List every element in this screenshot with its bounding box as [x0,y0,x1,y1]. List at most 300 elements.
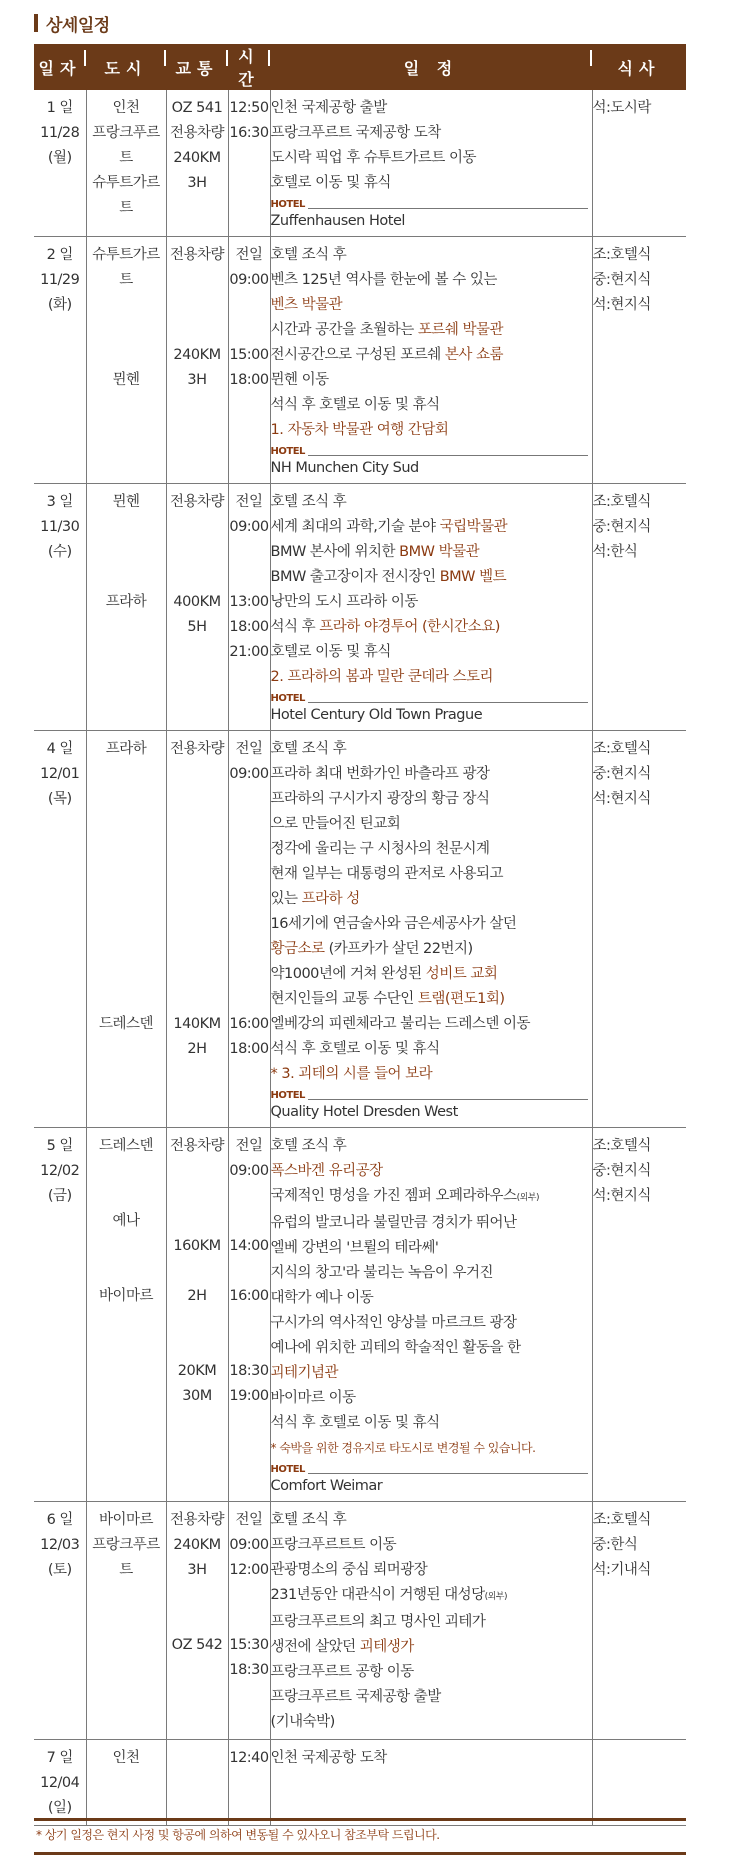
transport [167,937,228,962]
schedule-line [271,1062,592,1087]
hotel-label-text: HOTEL [270,693,305,704]
time [229,912,270,937]
city [87,343,166,368]
transport [167,1159,228,1184]
transport-cell [166,90,228,237]
schedule-text: 인천 국제공항 출발 [270,100,387,116]
schedule-text: 구시가의 역사적인 양상블 마르크트 광장 [270,1315,517,1331]
schedule-body [34,90,686,1826]
time: 19:00 [229,1388,269,1404]
city: 인천 [112,1750,140,1766]
title-marker [34,14,38,32]
schedule-highlight: 괴테생가 [359,1639,414,1655]
schedule-highlight: BMW 벨트 [439,569,507,585]
schedule-cell [270,1128,592,1502]
time: 18:00 [229,1041,269,1057]
schedule-highlight: BMW 박물관 [399,544,480,560]
time [229,293,270,318]
transport: 전용차량 [169,247,225,263]
transport: 전용차량 [169,741,225,757]
city [87,937,166,962]
hotel-label [271,1089,592,1103]
schedule-line [271,1710,592,1735]
transport: 2H [187,1288,207,1304]
schedule-line [271,343,592,368]
transport-cell [166,1740,228,1826]
day-row [34,237,686,484]
time: 09:00 [229,519,269,535]
schedule-text: 프라하의 구시가지 광장의 황금 장식 [270,791,490,807]
time [229,1209,270,1234]
transport [167,293,228,318]
time: 12:50 [229,100,269,116]
time-cell [228,1740,270,1826]
city [87,762,166,787]
schedule-line [271,1411,592,1436]
city [87,837,166,862]
transport: 2H [187,1041,207,1057]
time: 15:00 [229,347,269,363]
transport: OZ 541 [171,100,223,116]
day-cell [34,731,86,1128]
transport: 240KM [173,150,221,166]
schedule-notice: * 숙박을 위한 경유지로 타도시로 변경될 수 있습니다. [270,1441,536,1455]
city: 바이마르 [98,1288,154,1304]
schedule-text: 프랑크푸르트 국제공항 출발 [270,1689,441,1705]
section-title [34,10,110,36]
schedule-line [271,540,592,565]
transport: 전용차량 [169,1512,225,1528]
transport: 140KM [173,1016,221,1032]
day-weekday: (월) [47,150,72,166]
schedule-line [271,1558,592,1583]
hotel-name: NH Munchen City Sud [270,460,419,476]
schedule-text: 호텔 조식 후 [270,247,347,263]
day-weekday: (금) [47,1188,72,1204]
schedule-text: 호텔 조식 후 [270,741,347,757]
city-cell [86,90,166,237]
city: 슈투트가르트 [92,175,160,216]
schedule-text: 엘베강의 피렌체라고 불리는 드레스덴 이동 [270,1016,531,1032]
day-number: 2 일 [46,247,73,263]
city-cell [86,237,166,484]
hotel-label-text: HOTEL [270,1464,305,1475]
time: 13:00 [229,594,269,610]
time: 18:30 [229,1363,269,1379]
schedule-text: 호텔로 이동 및 휴식 [270,175,391,191]
city-cell [86,731,166,1128]
time: 16:00 [229,1016,269,1032]
hotel-label [271,692,592,706]
time [229,987,270,1012]
schedule-text: 정각에 울리는 구 시청사의 천문시계 [270,841,490,857]
schedule-text: 호텔 조식 후 [270,494,347,510]
schedule-highlight: 프라하 성 [301,891,360,907]
hotel-label-text: HOTEL [270,446,305,457]
hotel-name: Hotel Century Old Town Prague [270,707,483,723]
time: 14:00 [229,1238,269,1254]
transport [167,887,228,912]
schedule-table [34,44,686,1826]
schedule-text: 현재 일부는 대통령의 관저로 사용되고 [270,866,504,882]
header-meal: 식사 [592,44,686,90]
schedule-line [271,1037,592,1062]
meal-cell [592,237,686,484]
city [87,1184,166,1209]
city-cell [86,1740,166,1826]
meal: 석:현지식 [592,297,651,313]
hotel-rule [308,208,588,209]
schedule-line [271,665,592,690]
city [87,912,166,937]
meal: 석:현지식 [592,1188,651,1204]
city: 드레스덴 [98,1016,154,1032]
schedule-highlight: 성비트 교회 [425,966,498,982]
schedule-text: 전시공간으로 구성된 포르쉐 [270,347,445,363]
city: 드레스덴 [98,1138,154,1154]
schedule-line [271,515,592,540]
schedule-highlight: 2. 프라하의 봄과 밀란 쿤데라 스토리 [270,669,493,685]
schedule-cell [270,1740,592,1826]
time: 09:00 [229,1537,269,1553]
city [87,1234,166,1259]
transport [167,862,228,887]
schedule-text: BMW 본사에 위치한 [270,544,400,560]
schedule-line [271,1746,592,1771]
city: 인천 [112,100,140,116]
city [87,1159,166,1184]
time: 15:30 [229,1637,269,1653]
time [229,565,270,590]
header-schedule: 일 정 [270,44,592,90]
time: 16:30 [229,125,269,141]
schedule-line [271,1012,592,1037]
meal-cell [592,731,686,1128]
transport [167,1309,228,1334]
schedule-text: 호텔 조식 후 [270,1138,347,1154]
page-title: 상세일정 [46,15,110,36]
transport [167,787,228,812]
city: 프라하 [105,594,147,610]
footer-rule-bottom [34,1852,686,1855]
schedule-line [271,837,592,862]
hotel-name: Comfort Weimar [270,1478,383,1494]
day-weekday: (목) [47,791,72,807]
city [87,540,166,565]
time: 전일 [235,494,263,510]
transport [167,540,228,565]
time [229,937,270,962]
schedule-text: 국제적인 명성을 가진 젬퍼 오페라하우스 [270,1188,517,1204]
meal: 조:호텔식 [592,494,651,510]
day-date: 12/04 [40,1775,80,1791]
hotel-rule [308,1473,588,1474]
day-number: 3 일 [46,494,73,510]
meal-cell [592,1502,686,1740]
schedule-text: 약1000년에 거쳐 완성된 [270,966,426,982]
transport: OZ 542 [171,1637,223,1653]
transport [167,812,228,837]
schedule-text: (외부) [484,1592,508,1602]
day-weekday: (일) [47,1800,72,1816]
schedule-line [271,1508,592,1533]
transport-cell [166,484,228,731]
schedule-line [271,590,592,615]
schedule-line [271,1159,592,1184]
city [87,862,166,887]
schedule-text: 대학가 예나 이동 [270,1290,374,1306]
transport [167,318,228,343]
meal: 중:현지식 [592,766,651,782]
time: 전일 [235,741,263,757]
day-number: 6 일 [46,1512,73,1528]
day-number: 1 일 [46,100,73,116]
meal: 석:도시락 [592,100,651,116]
schedule-text: 프랑크푸르트 국제공항 도착 [270,125,441,141]
schedule-line [271,1583,592,1610]
schedule-cell [270,1502,592,1740]
day-row [34,1128,686,1502]
schedule-highlight: 트램(편도1회) [417,991,505,1007]
schedule-line [271,1261,592,1286]
schedule-text: 호텔 조식 후 [270,1512,347,1528]
schedule-highlight: 벤츠 박물관 [270,297,343,313]
time [229,1334,270,1359]
schedule-cell [270,484,592,731]
city [87,987,166,1012]
hotel-label-text: HOTEL [270,199,305,210]
schedule-line [271,887,592,912]
schedule-line [271,393,592,418]
header-city: 도시 [86,44,166,90]
transport: 전용차량 [169,494,225,510]
time-cell [228,1502,270,1740]
hotel-rule [308,1099,588,1100]
schedule-line [271,146,592,171]
day-cell [34,1502,86,1740]
hotel-label [271,1463,592,1477]
transport: 20KM [177,1363,217,1379]
day-number: 5 일 [46,1138,73,1154]
transport-cell [166,1128,228,1502]
schedule-text: 호텔로 이동 및 휴식 [270,644,391,660]
schedule-line [271,862,592,887]
schedule-text: 석식 후 호텔로 이동 및 휴식 [270,1041,440,1057]
table-header-row [34,44,686,90]
schedule-line [271,615,592,640]
schedule-text: (카프카가 살던 22번지) [324,941,473,957]
day-cell [34,237,86,484]
time: 18:30 [229,1662,269,1678]
time: 21:00 [229,644,269,660]
schedule-line [271,812,592,837]
schedule-line [271,490,592,515]
transport: 3H [187,372,207,388]
schedule-line [271,1236,592,1261]
schedule-text: 석식 후 [270,619,320,635]
footnote: * 상기 일정은 현지 사정 및 항공에 의하여 변동될 수 있사오니 참조부탁 드립니다. [36,1828,440,1842]
meal-cell [592,1740,686,1826]
hotel-label-text: HOTEL [270,1090,305,1101]
time [229,812,270,837]
schedule-highlight: 국립박물관 [439,519,508,535]
city [87,887,166,912]
city [87,515,166,540]
city-cell [86,1502,166,1740]
time: 09:00 [229,766,269,782]
meal: 중:한식 [592,1537,638,1553]
city: 프라하 [105,741,147,757]
schedule-highlight: 프라하 야경투어 (한시간소요) [319,619,500,635]
schedule-line [271,1286,592,1311]
transport: 5H [187,619,207,635]
schedule-highlight: * 3. 괴테의 시를 들어 보라 [270,1066,433,1082]
schedule-line [271,962,592,987]
meal: 조:호텔식 [592,247,651,263]
meal: 중:현지식 [592,1163,651,1179]
time [229,1309,270,1334]
transport [167,515,228,540]
time: 16:00 [229,1288,269,1304]
transport-cell [166,731,228,1128]
schedule-line [271,1685,592,1710]
transport [167,1184,228,1209]
hotel-rule [308,702,588,703]
schedule-text: 인천 국제공항 도착 [270,1750,387,1766]
city [87,293,166,318]
schedule-text: 관광명소의 중심 뢰머광장 [270,1562,428,1578]
schedule-line [271,987,592,1012]
schedule-text: 뮌헨 이동 [270,372,329,388]
meal: 조:호텔식 [592,1138,651,1154]
meal-cell [592,484,686,731]
city-cell [86,1128,166,1502]
meal: 석:한식 [592,544,638,560]
time: 18:00 [229,372,269,388]
time [229,787,270,812]
time-cell [228,237,270,484]
time: 18:00 [229,619,269,635]
schedule-line [271,1311,592,1336]
transport [167,762,228,787]
day-date: 12/03 [40,1537,80,1553]
time [229,1184,270,1209]
schedule-highlight: 포르쉐 박물관 [417,322,504,338]
schedule-line [271,937,592,962]
schedule-line [271,565,592,590]
day-cell [34,1128,86,1502]
schedule-text: (기내숙박) [270,1714,335,1730]
transport: 전용차량 [169,125,225,141]
city: 예나 [112,1213,140,1229]
transport [167,565,228,590]
schedule-line [271,1533,592,1558]
transport [167,1583,228,1608]
schedule-line [271,1386,592,1411]
time: 12:40 [229,1750,269,1766]
schedule-line [271,418,592,443]
day-number: 7 일 [46,1750,73,1766]
header-time: 시간 [228,44,270,90]
schedule-line [271,640,592,665]
schedule-text: 프랑크푸르트의 최고 명사인 괴테가 [270,1614,486,1630]
city: 뮌헨 [112,372,140,388]
schedule-line [271,318,592,343]
schedule-text: 프라하 최대 번화가인 바츨라프 광장 [270,766,490,782]
meal-cell [592,1128,686,1502]
transport-cell [166,1502,228,1740]
schedule-line [271,1184,592,1211]
city [87,787,166,812]
city: 슈투트가르트 [92,247,160,288]
schedule-text: 프랑크푸르트 공항 이동 [270,1664,414,1680]
day-cell [34,484,86,731]
time [229,962,270,987]
schedule-text: 도시락 픽업 후 슈투트가르트 이동 [270,150,477,166]
day-row [34,484,686,731]
transport [167,987,228,1012]
schedule-highlight: 황금소로 [270,941,325,957]
schedule-text: 석식 후 호텔로 이동 및 휴식 [270,1415,440,1431]
schedule-line [271,1361,592,1386]
day-number: 4 일 [46,741,73,757]
meal: 석:기내식 [592,1562,651,1578]
time [229,1259,270,1284]
hotel-label [271,445,592,459]
time: 전일 [235,1138,263,1154]
day-date: 12/01 [40,766,80,782]
day-row [34,1740,686,1826]
schedule-cell [270,237,592,484]
schedule-text: 프랑크푸르트트 이동 [270,1537,397,1553]
time-cell [228,484,270,731]
day-date: 11/29 [40,272,80,288]
day-row [34,1502,686,1740]
schedule-highlight: 본사 쇼룸 [444,347,504,363]
schedule-line [271,243,592,268]
time [229,862,270,887]
schedule-text: 바이마르 이동 [270,1390,356,1406]
schedule-cell [270,90,592,237]
time [229,318,270,343]
schedule-text: 낭만의 도시 프라하 이동 [270,594,418,610]
day-row [34,90,686,237]
transport: 240KM [173,1537,221,1553]
schedule-line [271,1134,592,1159]
transport [167,962,228,987]
time [229,837,270,862]
schedule-line [271,268,592,293]
transport [167,837,228,862]
schedule-text: 유럽의 발코니라 불릴만큼 경치가 뛰어난 [270,1215,517,1231]
header-day: 일자 [34,44,86,90]
transport [167,1334,228,1359]
transport: 3H [187,175,207,191]
time: 전일 [235,1512,263,1528]
transport: 30M [182,1388,212,1404]
day-row [34,731,686,1128]
time-cell [228,1128,270,1502]
schedule-line [271,293,592,318]
meal: 석:현지식 [592,791,651,807]
schedule-text: 생전에 살았던 [270,1639,360,1655]
schedule-highlight: 괴테기념관 [270,1365,339,1381]
schedule-text: 시간과 공간을 초월하는 [270,322,418,338]
transport-cell [166,237,228,484]
time [229,1583,270,1608]
schedule-line [271,787,592,812]
time-cell [228,731,270,1128]
